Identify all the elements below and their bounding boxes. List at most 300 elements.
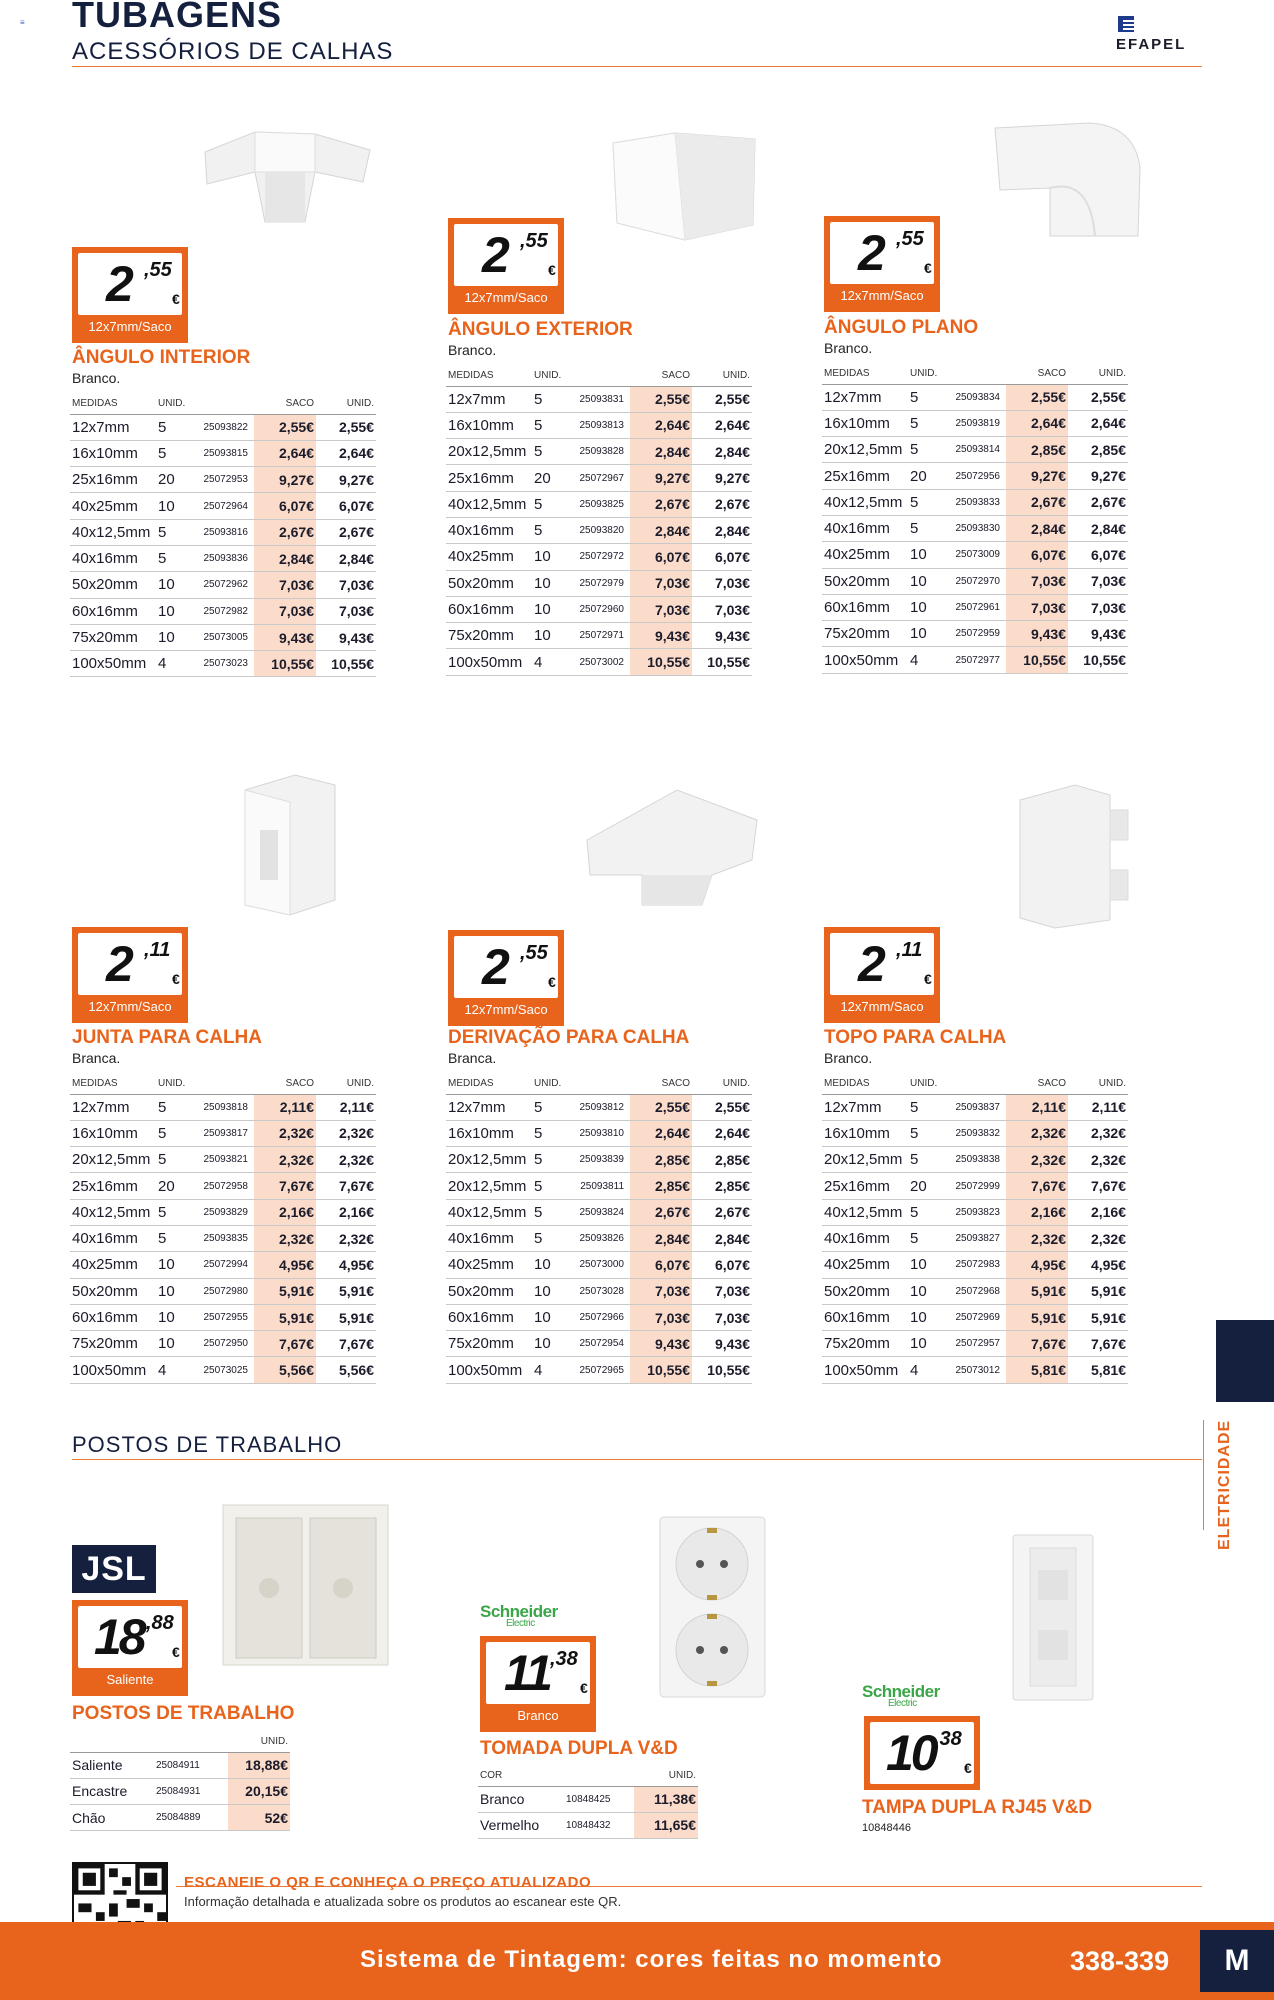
cell-price-unid: 5,56€ [316, 1357, 376, 1383]
cell-ref: 25072980 [190, 1278, 254, 1304]
table-row [822, 568, 1128, 594]
cell-unid-qty: 10 [908, 542, 942, 568]
cell-price-saco: 10,55€ [630, 649, 692, 675]
cell-ref: 25093819 [942, 410, 1006, 436]
price-tag-topo-para-calha [824, 927, 940, 1023]
cell-medida: 50x20mm [822, 568, 908, 594]
cell-medida: 40x25mm [822, 1252, 908, 1278]
cell-price-unid: 2,32€ [316, 1147, 376, 1173]
cell-price-unid: 5,81€ [1068, 1357, 1128, 1383]
price-currency: € [172, 291, 180, 307]
cell-unid-qty: 5 [908, 1120, 942, 1146]
cell-ref: 25093810 [566, 1120, 630, 1146]
price-unit: Saliente [106, 1672, 154, 1687]
cell-ref: 25093818 [190, 1094, 254, 1120]
cell-medida: 60x16mm [70, 598, 156, 624]
cell-ref: 25093834 [942, 384, 1006, 410]
table-row [70, 467, 376, 493]
cell-medida: 20x12,5mm [70, 1147, 156, 1173]
cell-price-unid: 7,67€ [1068, 1173, 1128, 1199]
table-row [446, 1225, 752, 1251]
col-medidas: MEDIDAS [446, 1078, 532, 1094]
cell-ref: 25093828 [566, 439, 630, 465]
cell-medida: 75x20mm [822, 621, 908, 647]
cell-price-saco: 7,03€ [630, 596, 692, 622]
cell-price-unid: 2,32€ [1068, 1225, 1128, 1251]
cell-ref: 25072964 [190, 493, 254, 519]
cell-price-unid: 7,03€ [1068, 594, 1128, 620]
cell-ref: 25072962 [190, 572, 254, 598]
cell-price-saco: 9,43€ [630, 1331, 692, 1357]
price-decimal: ,38 [934, 1728, 962, 1750]
cell-ref: 25093823 [942, 1199, 1006, 1225]
cell-price-saco: 2,84€ [1006, 515, 1068, 541]
cell-price-saco: 9,43€ [630, 623, 692, 649]
table-row [822, 1120, 1128, 1146]
cell-medida: 75x20mm [70, 624, 156, 650]
cell-price-unid: 2,85€ [692, 1173, 752, 1199]
cell-price-saco: 6,07€ [630, 544, 692, 570]
table-row [70, 1094, 376, 1120]
table-row [446, 517, 752, 543]
product-name: ÂNGULO EXTERIOR [448, 319, 633, 340]
cell-medida: 50x20mm [446, 1278, 532, 1304]
cell-ref: 25093825 [566, 491, 630, 517]
cell-medida: 12x7mm [446, 1094, 532, 1120]
product-image-angulo-exterior [605, 125, 765, 245]
table-row [822, 515, 1128, 541]
cell-unid-qty: 5 [908, 489, 942, 515]
cell-unid-qty: 5 [908, 515, 942, 541]
cell-price-unid: 9,27€ [316, 467, 376, 493]
cell-unid-qty: 5 [156, 1120, 190, 1146]
table-row [446, 439, 752, 465]
cell-price-unid: 2,64€ [316, 440, 376, 466]
cell-unid-qty: 4 [908, 647, 942, 673]
price-integer: 2 [482, 939, 507, 995]
cell-unid-qty: 4 [532, 1357, 566, 1383]
header-mini-icon: ≡ [20, 18, 25, 27]
cell-medida: 75x20mm [446, 1331, 532, 1357]
cell-ref: 25072965 [566, 1357, 630, 1383]
page-number: 338-339 [1070, 1946, 1170, 1976]
cell-medida: 16x10mm [822, 410, 908, 436]
table-row [822, 542, 1128, 568]
cell-ref: 25093817 [190, 1120, 254, 1146]
table-row [822, 594, 1128, 620]
table-row [822, 1147, 1128, 1173]
side-tab [1216, 1320, 1274, 1402]
cell-price-unid: 6,07€ [692, 1252, 752, 1278]
product-color: Branco. [448, 342, 497, 358]
col-unid-qty: UNID. [156, 1078, 190, 1094]
cell-ref: 25072982 [190, 598, 254, 624]
cell-unid-qty: 5 [908, 437, 942, 463]
cell-ref: 25093826 [566, 1225, 630, 1251]
cell-ref: 25093811 [566, 1173, 630, 1199]
cell-price-unid: 7,67€ [316, 1331, 376, 1357]
col-saco: SACO [630, 370, 692, 386]
cell-ref: 25093814 [942, 437, 1006, 463]
cell-price-saco: 5,81€ [1006, 1357, 1068, 1383]
table-row [70, 598, 376, 624]
efapel-logo [1112, 12, 1204, 56]
cell-unid-qty: 5 [156, 440, 190, 466]
table-row [446, 1199, 752, 1225]
cell-price-unid: 2,32€ [316, 1225, 376, 1251]
cell-unid-qty: 20 [532, 465, 566, 491]
table-row [70, 493, 376, 519]
cell-price-saco: 9,27€ [1006, 463, 1068, 489]
cell-unid-qty: 10 [908, 1278, 942, 1304]
cell-ref: 25093832 [942, 1120, 1006, 1146]
cell-price-saco: 2,16€ [1006, 1199, 1068, 1225]
cell-price-unid: 2,84€ [316, 545, 376, 571]
cell-price-unid: 2,11€ [316, 1094, 376, 1120]
price-unit: 12x7mm/Saco [464, 1002, 548, 1017]
cell-ref: 25093839 [566, 1147, 630, 1173]
cell-price-unid: 2,67€ [692, 491, 752, 517]
cell-medida: 40x12,5mm [822, 1199, 908, 1225]
cell-price-saco: 9,43€ [1006, 621, 1068, 647]
cell-medida: 40x25mm [70, 1252, 156, 1278]
table-row [70, 545, 376, 571]
price-tag-junta-para-calha [72, 927, 188, 1023]
table-row [446, 1357, 752, 1383]
cell-medida: 12x7mm [446, 386, 532, 412]
m-logo-icon: M [1200, 1930, 1274, 1992]
table-row [70, 651, 376, 677]
table-row: Encastre 25084931 20,15€ [70, 1778, 290, 1804]
cell-medida: 40x16mm [822, 515, 908, 541]
cell-price-saco: 2,85€ [630, 1147, 692, 1173]
page-title: TUBAGENS [72, 0, 283, 35]
cell-unid-qty: 5 [532, 386, 566, 412]
cell-unid-qty: 5 [156, 1199, 190, 1225]
cell-medida: 50x20mm [446, 570, 532, 596]
cell-price-saco: 9,27€ [630, 465, 692, 491]
jsl-logo: JSL [72, 1545, 156, 1593]
col-unid-qty: UNID. [532, 1078, 566, 1094]
cell-price-unid: 2,67€ [1068, 489, 1128, 515]
cell-price-saco: 2,64€ [630, 1120, 692, 1146]
table-row [70, 572, 376, 598]
cell-ref: 25093833 [942, 489, 1006, 515]
col-medidas: MEDIDAS [446, 370, 532, 386]
section-title-postos: POSTOS DE TRABALHO [72, 1432, 343, 1457]
cell-unid-qty: 5 [908, 410, 942, 436]
cell-unid-qty: 5 [156, 414, 190, 440]
cell-price-saco: 2,84€ [254, 545, 316, 571]
cell-ref: 25072955 [190, 1304, 254, 1330]
cell-price-saco: 6,07€ [254, 493, 316, 519]
table-row: Chão 25084889 52€ [70, 1805, 290, 1831]
cell-price-unid: 7,03€ [1068, 568, 1128, 594]
table-row [822, 647, 1128, 673]
cell-unid-qty: 5 [532, 1120, 566, 1146]
section-divider [72, 1459, 1202, 1460]
cell-price-unid: 4,95€ [1068, 1252, 1128, 1278]
cell-ref: 25072970 [942, 568, 1006, 594]
cell-unid-qty: 5 [156, 1225, 190, 1251]
cell-medida: 20x12,5mm [822, 1147, 908, 1173]
cell-medida: 40x25mm [70, 493, 156, 519]
product-name: ÂNGULO INTERIOR [72, 347, 251, 368]
cell-unid-qty: 5 [908, 1225, 942, 1251]
cell-ref: 25072950 [190, 1331, 254, 1357]
product-image-derivacao-para-calha [582, 780, 762, 910]
cell-unid-qty: 4 [156, 651, 190, 677]
col-unid-qty: UNID. [156, 398, 190, 414]
cell-unid-qty: 5 [908, 1094, 942, 1120]
table-row [70, 1278, 376, 1304]
table-row: Saliente 25084911 18,88€ [70, 1752, 290, 1778]
table-row [446, 412, 752, 438]
cell-medida: 25x16mm [446, 465, 532, 491]
price-unit: 12x7mm/Saco [88, 999, 172, 1014]
cell-unid-qty: 5 [156, 1094, 190, 1120]
cell-price-unid: 2,67€ [692, 1199, 752, 1225]
cell-ref: 25072954 [566, 1331, 630, 1357]
table-row [822, 1225, 1128, 1251]
table-row [446, 544, 752, 570]
cell-price-saco: 2,11€ [254, 1094, 316, 1120]
table-row [70, 519, 376, 545]
efapel-logo-text: EFAPEL [1116, 36, 1187, 53]
product-name: TAMPA DUPLA RJ45 V&D [862, 1797, 1093, 1818]
price-decimal: ,38 [550, 1648, 578, 1670]
cell-medida: 40x16mm [70, 1225, 156, 1251]
cell-price-saco: 5,91€ [1006, 1278, 1068, 1304]
product-image-angulo-plano [990, 118, 1150, 238]
cell-unid-qty: 5 [532, 491, 566, 517]
product-color: Branco. [824, 340, 873, 356]
table-row [822, 1173, 1128, 1199]
cell-price-saco: 7,03€ [630, 1278, 692, 1304]
cell-unid-qty: 10 [908, 621, 942, 647]
cell-price-saco: 2,55€ [254, 414, 316, 440]
price-integer: 11 [504, 1645, 550, 1701]
cell-ref: 25093824 [566, 1199, 630, 1225]
col-unid: UNID. [1068, 368, 1128, 384]
table-row [70, 624, 376, 650]
price-decimal: ,55 [896, 228, 924, 250]
table-row [70, 440, 376, 466]
cell-price-unid: 5,91€ [316, 1304, 376, 1330]
efapel-mark-icon [1118, 16, 1134, 32]
table-row [446, 1304, 752, 1330]
cell-price-unid: 2,84€ [1068, 515, 1128, 541]
price-currency: € [924, 260, 932, 276]
cell-unid-qty: 5 [532, 412, 566, 438]
cell-price-unid: 4,95€ [316, 1252, 376, 1278]
cell-price-unid: 2,84€ [692, 439, 752, 465]
table-row [70, 1357, 376, 1383]
table-row [446, 491, 752, 517]
cell-medida: 60x16mm [446, 1304, 532, 1330]
cell-price-unid: 10,55€ [1068, 647, 1128, 673]
cell-price-unid: 2,11€ [1068, 1094, 1128, 1120]
cell-unid-qty: 10 [532, 570, 566, 596]
col-saco: SACO [630, 1078, 692, 1094]
table-row: Branco 10848425 11,38€ [478, 1786, 698, 1812]
price-tag-tomada-dupla [480, 1636, 596, 1732]
cell-medida: 12x7mm [70, 1094, 156, 1120]
cell-price-unid: 7,03€ [316, 572, 376, 598]
tomada-table [478, 1770, 698, 1839]
price-tag-derivacao-para-calha [448, 930, 564, 1026]
col-saco: SACO [254, 1078, 316, 1094]
cell-unid-qty: 10 [156, 1304, 190, 1330]
col-saco: SACO [254, 398, 316, 414]
cell-medida: 75x20mm [822, 1331, 908, 1357]
price-decimal: ,55 [520, 230, 548, 252]
spec-table [822, 368, 1128, 674]
table-row [446, 1094, 752, 1120]
cell-price-unid: 7,03€ [692, 1278, 752, 1304]
cell-ref: 25093830 [942, 515, 1006, 541]
product-image-junta-para-calha [240, 770, 340, 920]
cell-ref: 25072960 [566, 596, 630, 622]
table-row [822, 1357, 1128, 1383]
spec-table [446, 1078, 752, 1384]
cell-unid-qty: 20 [156, 467, 190, 493]
cell-ref: 25073005 [190, 624, 254, 650]
cell-medida: 12x7mm [70, 414, 156, 440]
cell-price-unid: 10,55€ [316, 651, 376, 677]
cell-price-unid: 2,32€ [316, 1120, 376, 1146]
cell-unid-qty: 10 [532, 1278, 566, 1304]
col-unid-qty: UNID. [908, 368, 942, 384]
cell-ref: 25072983 [942, 1252, 1006, 1278]
cell-medida: 16x10mm [446, 412, 532, 438]
table-row [446, 596, 752, 622]
table-row [446, 570, 752, 596]
cell-ref: 25093816 [190, 519, 254, 545]
product-image-angulo-interior [195, 122, 375, 232]
cell-price-saco: 7,67€ [254, 1331, 316, 1357]
cell-medida: 20x12,5mm [446, 1173, 532, 1199]
cell-price-unid: 6,07€ [692, 544, 752, 570]
cell-ref: 25093837 [942, 1094, 1006, 1120]
table-row [446, 1173, 752, 1199]
cell-medida: 20x12,5mm [822, 437, 908, 463]
cell-medida: 40x12,5mm [70, 519, 156, 545]
qr-description: Informação detalhada e atualizada sobre os produtos ao escanear este QR. [184, 1894, 622, 1909]
cell-unid-qty: 10 [908, 1304, 942, 1330]
cell-unid-qty: 20 [908, 463, 942, 489]
cell-price-unid: 2,55€ [1068, 384, 1128, 410]
cell-medida: 40x12,5mm [822, 489, 908, 515]
cell-ref: 25072972 [566, 544, 630, 570]
cell-medida: 50x20mm [822, 1278, 908, 1304]
cell-unid-qty: 10 [908, 1331, 942, 1357]
col-cor: COR [478, 1770, 564, 1786]
cell-price-unid: 7,03€ [692, 596, 752, 622]
cell-ref: 25072967 [566, 465, 630, 491]
cell-price-unid: 2,85€ [692, 1147, 752, 1173]
col-unid: UNID. [692, 1078, 752, 1094]
cell-unid-qty: 5 [532, 1173, 566, 1199]
side-divider [1203, 1420, 1204, 1530]
cell-price-saco: 6,07€ [1006, 542, 1068, 568]
price-unit: 12x7mm/Saco [88, 319, 172, 334]
cell-price-unid: 9,27€ [692, 465, 752, 491]
cell-price-saco: 2,84€ [630, 439, 692, 465]
cell-price-unid: 5,91€ [1068, 1278, 1128, 1304]
price-integer: 2 [106, 936, 131, 992]
price-currency: € [172, 1644, 180, 1660]
cell-unid-qty: 5 [156, 545, 190, 571]
product-name: POSTOS DE TRABALHO [72, 1703, 295, 1724]
col-medidas: MEDIDAS [70, 398, 156, 414]
col-unid: UNID. [634, 1770, 698, 1786]
cell-price-saco: 2,32€ [1006, 1147, 1068, 1173]
cell-medida: 60x16mm [822, 1304, 908, 1330]
cell-price-unid: 2,55€ [316, 414, 376, 440]
cell-medida: 100x50mm [70, 1357, 156, 1383]
cell-ref: 25072977 [942, 647, 1006, 673]
cell-price-saco: 7,03€ [630, 570, 692, 596]
side-category-label: ELETRICIDADE [1216, 1419, 1233, 1550]
cell-unid-qty: 10 [532, 623, 566, 649]
table-row [70, 1173, 376, 1199]
page-subtitle: ACESSÓRIOS DE CALHAS [72, 38, 394, 65]
cell-price-saco: 5,91€ [1006, 1304, 1068, 1330]
table-row [446, 1147, 752, 1173]
cell-price-saco: 2,32€ [1006, 1120, 1068, 1146]
price-decimal: ,55 [520, 942, 548, 964]
cell-price-saco: 5,91€ [254, 1278, 316, 1304]
cell-price-unid: 7,03€ [316, 598, 376, 624]
price-currency: € [548, 262, 556, 278]
price-unit: 12x7mm/Saco [840, 999, 924, 1014]
table-row [822, 1331, 1128, 1357]
cell-unid-qty: 10 [156, 1252, 190, 1278]
cell-ref: 25093836 [190, 545, 254, 571]
cell-price-unid: 5,91€ [316, 1278, 376, 1304]
cell-price-unid: 2,84€ [692, 1225, 752, 1251]
cell-unid-qty: 5 [908, 1199, 942, 1225]
col-unid: UNID. [228, 1736, 290, 1752]
cell-price-saco: 2,64€ [254, 440, 316, 466]
cell-unid-qty: 20 [156, 1173, 190, 1199]
cell-medida: 60x16mm [70, 1304, 156, 1330]
cell-price-unid: 2,16€ [1068, 1199, 1128, 1225]
cell-unid-qty: 5 [908, 384, 942, 410]
cell-price-saco: 2,64€ [630, 412, 692, 438]
col-saco: SACO [1006, 368, 1068, 384]
postos-table [70, 1736, 290, 1831]
cell-unid-qty: 10 [908, 1252, 942, 1278]
table-row [446, 623, 752, 649]
cell-ref: 25073000 [566, 1252, 630, 1278]
table-row [822, 384, 1128, 410]
table-row [446, 386, 752, 412]
cell-ref: 25093821 [190, 1147, 254, 1173]
cell-unid-qty: 10 [908, 568, 942, 594]
product-image-tomada-dupla [655, 1512, 770, 1702]
cell-unid-qty: 10 [156, 598, 190, 624]
cell-unid-qty: 5 [156, 1147, 190, 1173]
cell-price-saco: 4,95€ [254, 1252, 316, 1278]
col-unid-qty: UNID. [908, 1078, 942, 1094]
cell-price-saco: 10,55€ [1006, 647, 1068, 673]
cell-ref: 25073009 [942, 542, 1006, 568]
schneider-logo: Schneider Electric [480, 1602, 558, 1629]
cell-unid-qty: 10 [532, 596, 566, 622]
cell-medida: 16x10mm [70, 440, 156, 466]
